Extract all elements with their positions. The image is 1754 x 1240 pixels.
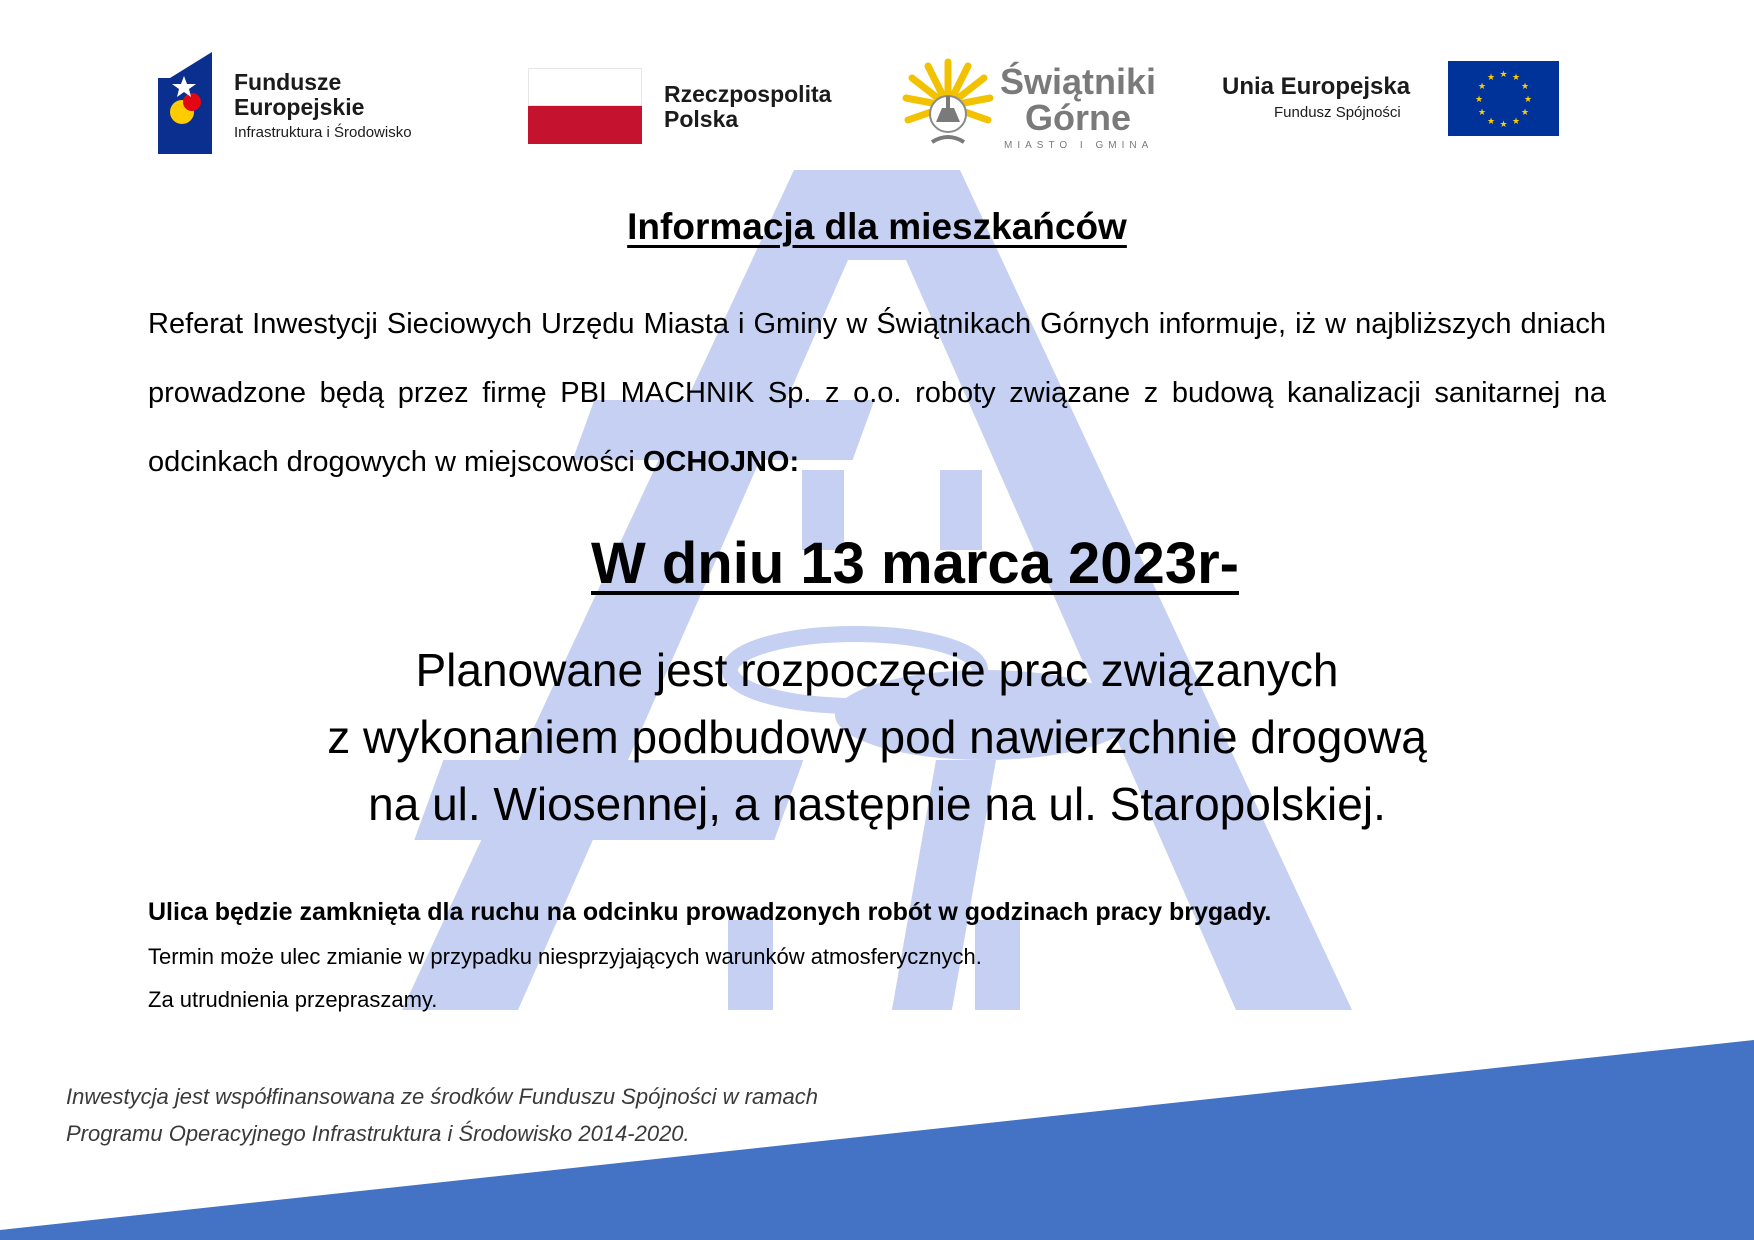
place-name: OCHOJNO: (642, 446, 800, 478)
svg-text:★: ★ (1520, 108, 1530, 118)
apology-note: Za utrudnienia przepraszamy. (148, 987, 438, 1012)
fundusz-spojnosci-subtitle: Fundusz Spójności (1274, 104, 1401, 121)
planned-works (0, 637, 1754, 838)
work-date (0, 530, 1754, 597)
svg-text:★: ★ (1499, 70, 1508, 80)
svg-text:★: ★ (1477, 82, 1487, 92)
notice-paragraph (148, 290, 1606, 497)
svg-text:★: ★ (1523, 95, 1533, 105)
fundusze-title-line2: Europejskie (234, 94, 365, 120)
eu-flag-icon (1448, 61, 1559, 136)
rzeczpospolita-text (664, 82, 831, 132)
svg-text:★: ★ (1486, 73, 1496, 83)
svg-text:★: ★ (1474, 95, 1484, 105)
swiatniki-tagline: MIASTO I GMINA (1004, 140, 1154, 151)
swiatniki-name (1000, 61, 1157, 138)
work-date-text: W dniu 13 marca 2023r- (591, 531, 1239, 596)
polish-flag-icon (528, 68, 642, 144)
paragraph-text: Referat Inwestycji Sieciowych Urzędu Miasta i Gminy w Świątnikach Górnych informuje, iż w najbliższych dniach prowadzone będą przez firmę PBI MACHNIK Sp. z o.o. roboty związane z budową kanalizacji sanitarnej na odcinkach drogowych w miejscowości (148, 308, 1606, 478)
rzeczpospolita-line2: Polska (664, 106, 739, 132)
planned-line-3: na ul. Wiosennej, a następnie na ul. Staropolskiej. (368, 778, 1386, 830)
footer-line-2: Programu Operacyjnego Infrastruktura i Środowisko 2014-2020. (66, 1121, 690, 1146)
svg-text:★: ★ (1520, 82, 1530, 92)
swiatniki-line1: Świątniki (1000, 61, 1157, 102)
svg-text:★: ★ (1511, 73, 1521, 83)
svg-text:★: ★ (1486, 117, 1496, 127)
svg-text:★: ★ (1477, 108, 1487, 118)
fundusze-europejskie-logo (158, 52, 212, 154)
swiatniki-line2: Górne (1025, 97, 1132, 138)
fundusze-title (234, 70, 364, 120)
notice-heading-text: Informacja dla mieszkańców (627, 206, 1127, 247)
rzeczpospolita-line1: Rzeczpospolita (664, 81, 832, 107)
svg-text:★: ★ (1511, 117, 1521, 127)
planned-line-2: z wykonaniem podbudowy pod nawierzchnie drogową (327, 711, 1427, 763)
unia-europejska-title: Unia Europejska (1222, 73, 1411, 100)
svg-text:★: ★ (1499, 120, 1508, 130)
swiatniki-emblem-icon (902, 58, 994, 154)
planned-line-1: Planowane jest rozpoczęcie prac związanych (415, 644, 1339, 696)
fundusze-title-line1: Fundusze (234, 69, 342, 95)
footer-line-1: Inwestycja jest współfinansowana ze środków Funduszu Spójności w ramach (66, 1084, 819, 1109)
weather-note: Termin może ulec zmianie w przypadku niesprzyjających warunków atmosferycznych. (148, 944, 982, 969)
fundusze-subtitle: Infrastruktura i Środowisko (234, 124, 412, 141)
road-closure-notice: Ulica będzie zamknięta dla ruchu na odcinku prowadzonych robót w godzinach pracy brygady. (148, 898, 1272, 926)
notice-heading (0, 206, 1754, 248)
cofinancing-footer (66, 1078, 818, 1152)
